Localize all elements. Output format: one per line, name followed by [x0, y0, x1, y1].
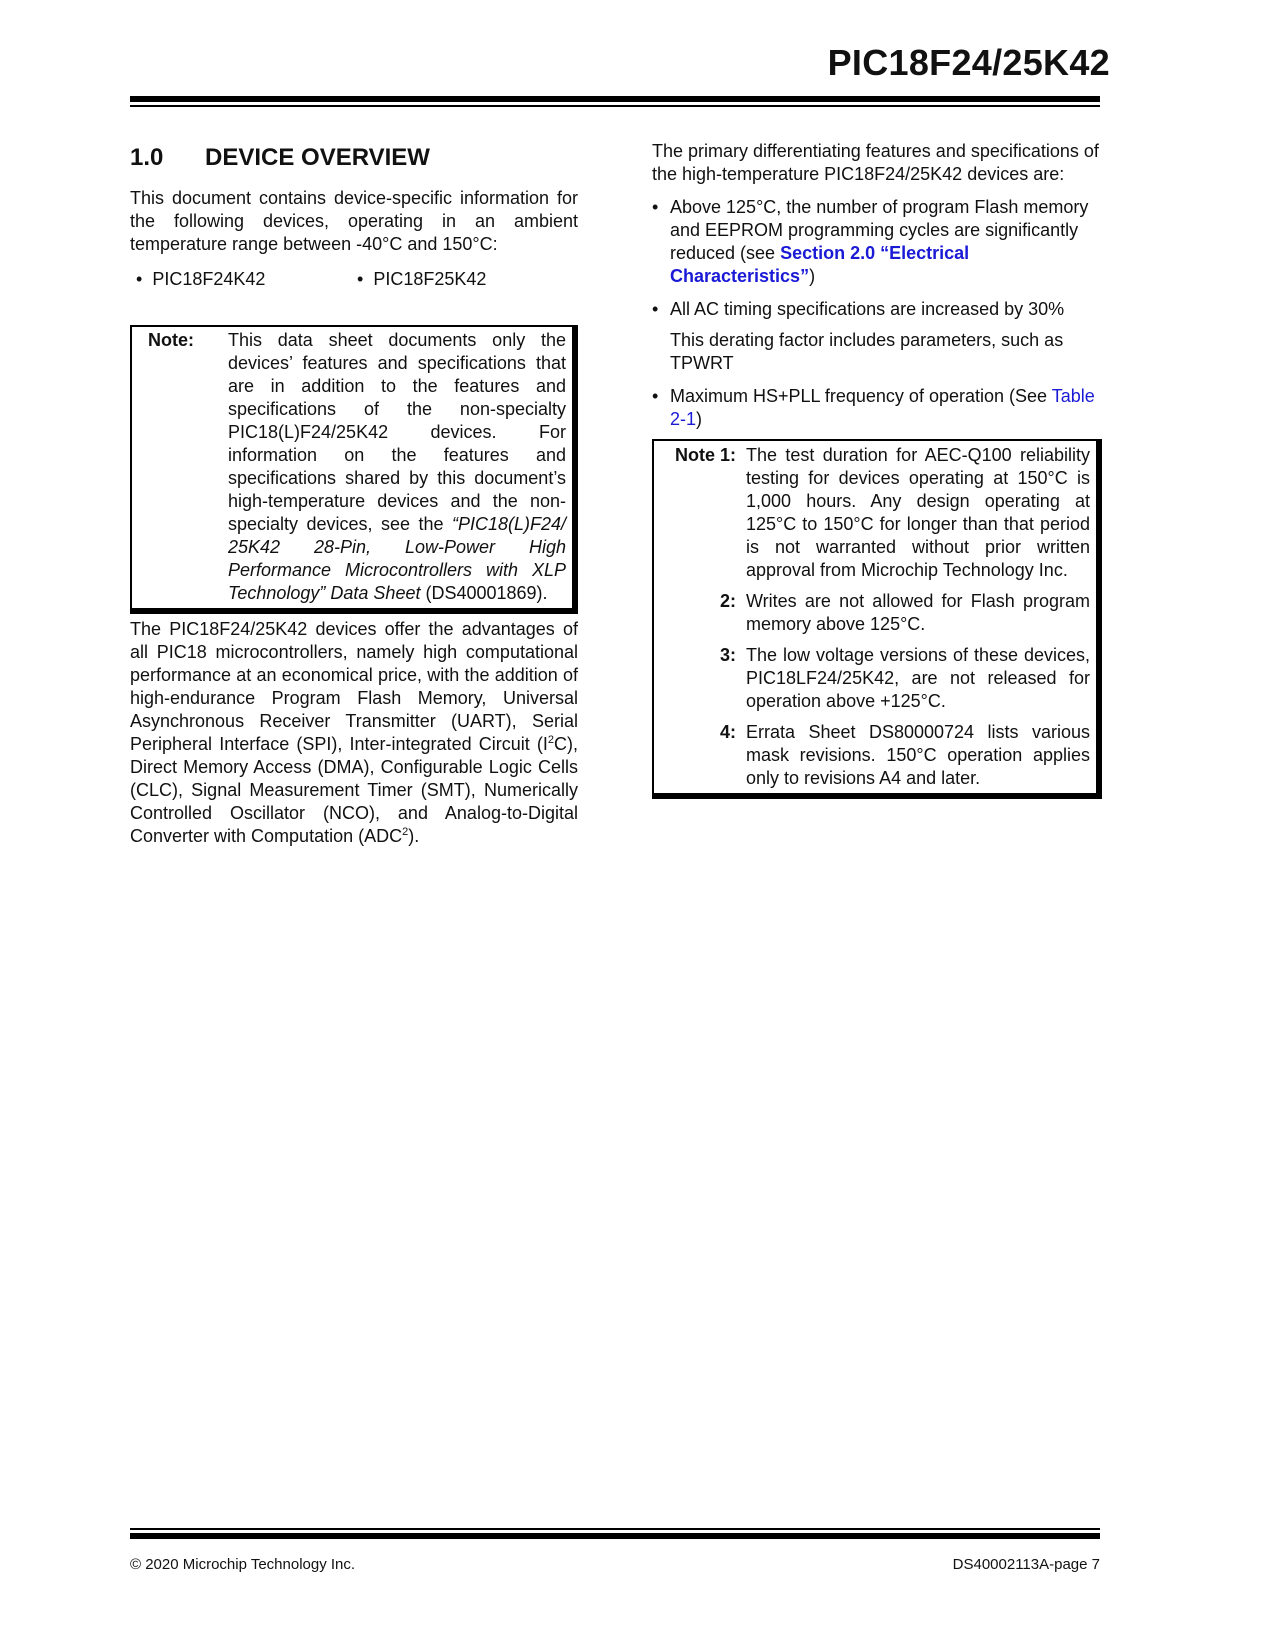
page-title: PIC18F24/25K42 [827, 42, 1110, 83]
advantages-paragraph: The PIC18F24/25K42 devices offer the advantages of all PIC18 microcontrollers, namely high computational performance at an economical price, with the addition of high-endurance Program Flash Memory, Universal Asynchronous Receiver Transmitter (UART), Serial Peripheral Interface (SPI), Inter-integrated Circuit $(I^2C)$, Direct Memory Access (DMA), Configurable Logic Cells (CLC), Signal Measurement Timer (SMT), Numerically Controlled Oscillator (NCO), and Analog-to-Digital Converter with Computation (ADC$^2$). [130, 619, 578, 846]
list-item: • All AC timing specifications are increased by 30% [652, 299, 1065, 319]
note-text: This data sheet documents only the devices’ features and specifications that are in addition to the features and specifications of the non-specialty PIC18(L)F24/25K42 devices. For information on the features and specifications shared by this document’s high-temperature devices and the non-specialty devices, see the “PIC18(L)F24/ 25K42 28-Pin, Low-Power High Performance Microcontrollers with XLP Technology” Data Sheet (DS40001869). [228, 330, 566, 603]
section-title: DEVICE OVERVIEW [205, 144, 430, 171]
list-item: • Maximum HS+PLL frequency of operation (See Table 2-1) [652, 386, 1095, 429]
note-item: 2: Writes are not allowed for Flash program memory above 125°C. [719, 591, 1090, 634]
device-list [136, 268, 578, 291]
note-label: Note: [148, 330, 194, 350]
features-intro: The primary differentiating features and specifications of the high-temperature PIC18F24/25K42 devices are: [652, 141, 1099, 184]
header-rule-thin [130, 105, 1100, 107]
note-item: 3: The low voltage versions of these devices, PIC18LF24/25K42, are not released for operation above +125°C. [719, 645, 1090, 711]
note-item: Note 1: The test duration for AEC-Q100 reliability testing for devices operating at 150°C is 1,000 hours. Any design operating at 125°C to 150°C for longer than that period is not warranted without prior written approval from Microchip Technology Inc. [674, 445, 1090, 580]
list-item: • PIC18F25K42 [357, 269, 487, 289]
footer-copyright: © 2020 Microchip Technology Inc. [130, 1556, 356, 1573]
table-link[interactable]: Table 2-1 [670, 386, 1095, 429]
right-column [652, 140, 1102, 799]
list-item: • PIC18F24K42 [136, 269, 266, 289]
header-rule [130, 96, 1100, 102]
list-item: • Above 125°C, the number of program Flash memory and EEPROM programming cycles are significantly reduced (see Section 2.0 “Electrical Characteristics”) [652, 197, 1089, 286]
note-item: 4: Errata Sheet DS80000724 lists various mask revisions. 150°C operation applies only to revisions A4 and later. [719, 722, 1090, 788]
footer-page-number: DS40002113A-page 7 [952, 1556, 1100, 1573]
section-number: 1.0 [130, 144, 164, 171]
derating-note: This derating factor includes parameters, such as TPWRT [670, 330, 1064, 373]
note-box [130, 325, 578, 614]
section-heading [130, 143, 578, 173]
intro-paragraph: This document contains device-specific information for the following devices, operating in an ambient temperature range between -40°C and 150°C: [130, 188, 578, 254]
notes-box [652, 439, 1102, 799]
left-column [130, 140, 578, 848]
footer-rule-thick [130, 1533, 1100, 1539]
footer-rule [130, 1528, 1100, 1530]
section-link[interactable]: Section 2.0 “Electrical Characteristics” [670, 243, 970, 286]
datasheet-reference: “PIC18(L)F24/ 25K42 28-Pin, Low-Power High Performance Microcontrollers with XLP Technology” Data Sheet [228, 514, 566, 603]
